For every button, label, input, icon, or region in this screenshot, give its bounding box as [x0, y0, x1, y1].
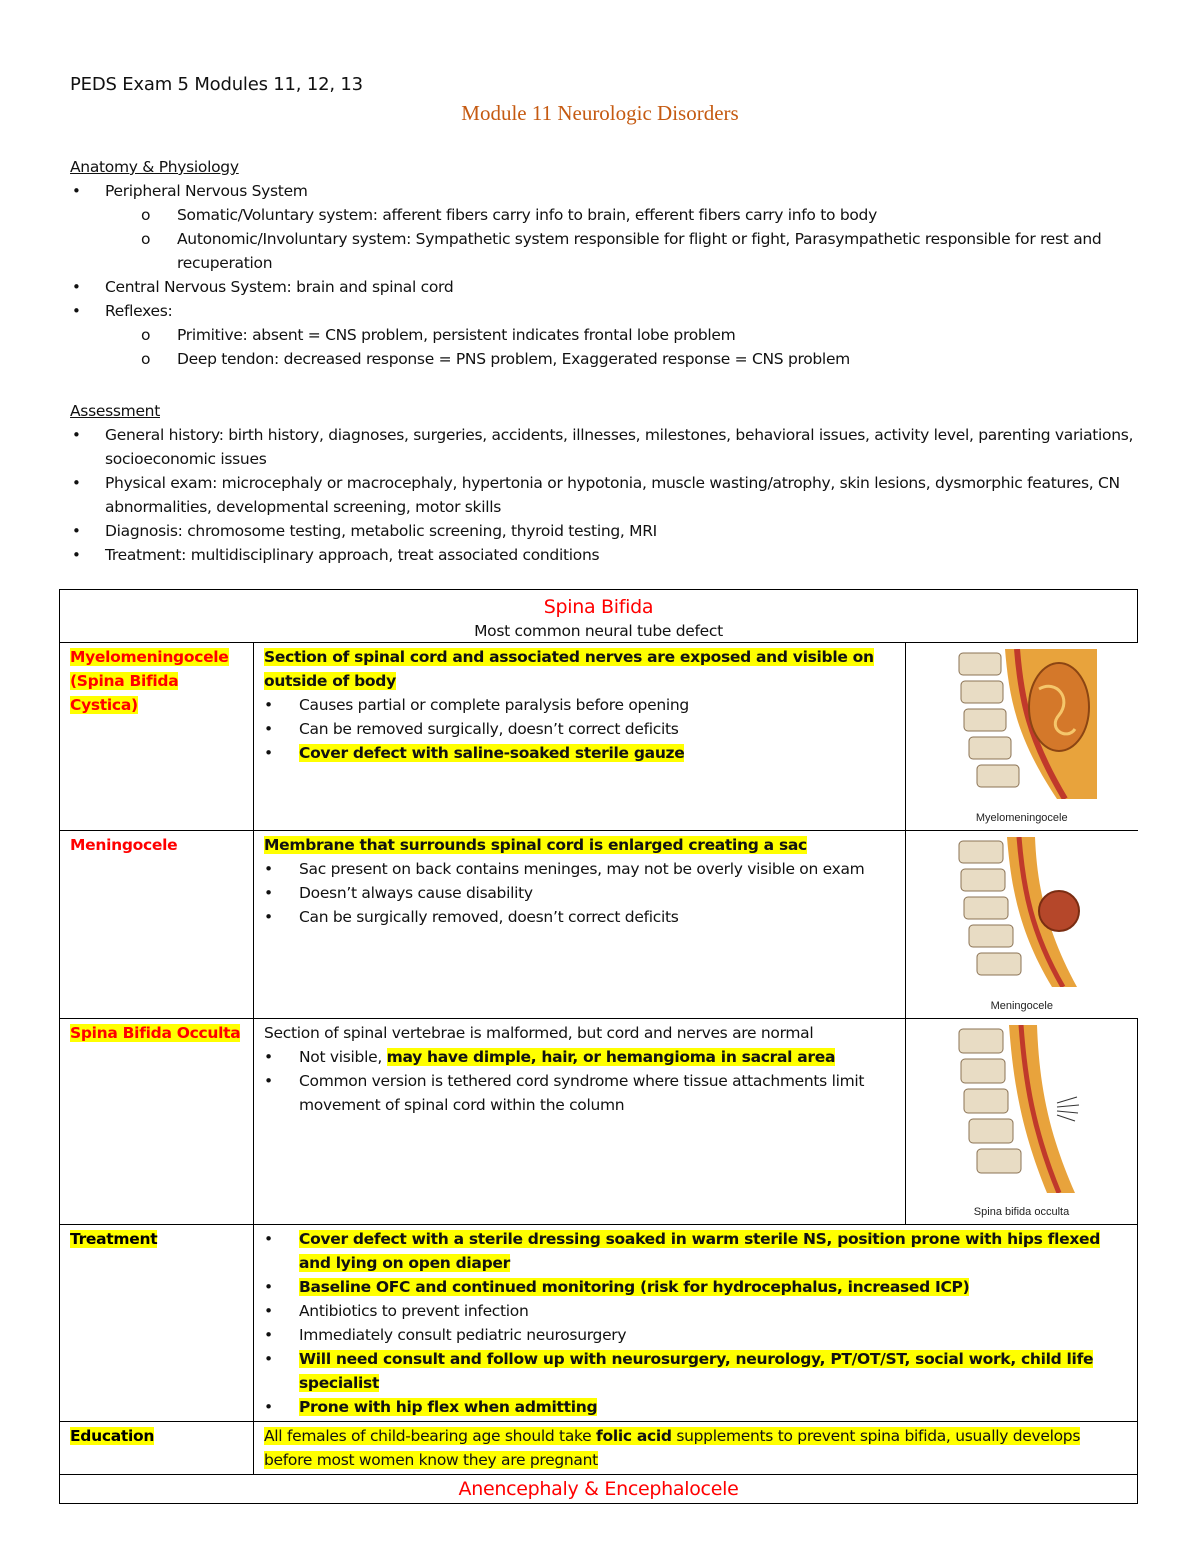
occulta-lead: Section of spinal vertebrae is malformed, but cord and nerves are normal	[264, 1024, 814, 1042]
bullet-icon: •	[264, 1398, 273, 1416]
list-item: o Somatic/Voluntary system: afferent fibers carry info to brain, efferent fibers carry info to body	[141, 203, 1150, 227]
anatomy-list	[70, 179, 1150, 371]
sub-bullet-icon: o	[141, 230, 151, 248]
list-item: • Sac present on back contains meninges, may not be overly visible on exam	[264, 857, 899, 881]
bullet-icon: •	[72, 302, 81, 320]
myelo-lead: Section of spinal cord and associated nerves are exposed and visible on outside of body	[264, 648, 874, 690]
sub-bullet-icon: o	[141, 326, 151, 344]
figure-caption: Meningocele	[990, 1000, 1053, 1012]
meningocele-figure	[912, 837, 1132, 1018]
bullet-icon: •	[264, 1048, 273, 1066]
spine-illustration	[947, 649, 1097, 799]
bullet-icon: •	[72, 546, 81, 564]
table-row	[60, 1225, 1138, 1422]
list-item: • Diagnosis: chromosome testing, metabolic screening, thyroid testing, MRI	[70, 519, 1150, 543]
occulta-list	[264, 1045, 899, 1117]
bullet-icon: •	[264, 720, 273, 738]
list-item: • Can be removed surgically, doesn’t correct deficits	[264, 717, 899, 741]
table-row	[60, 1475, 1138, 1504]
meningo-list	[264, 857, 899, 929]
next-section-title: Anencephaly & Encephalocele	[60, 1475, 1138, 1504]
myelo-list	[264, 693, 899, 765]
table-row	[60, 1019, 1138, 1225]
list-item: • Can be surgically removed, doesn’t correct deficits	[264, 905, 899, 929]
row-label-treatment: Treatment	[70, 1230, 158, 1248]
table-subtitle: Most common neural tube defect	[474, 622, 723, 640]
list-item: • Cover defect with a sterile dressing soaked in warm sterile NS, position prone with hips flexed and lying on open diaper	[264, 1227, 1131, 1275]
list-item: • Common version is tethered cord syndrome where tissue attachments limit movement of spinal cord within the column	[264, 1069, 899, 1117]
list-item: o Deep tendon: decreased response = PNS problem, Exaggerated response = CNS problem	[141, 347, 1150, 371]
table-title-row	[60, 590, 1138, 643]
anatomy-title: Anatomy & Physiology	[70, 158, 239, 176]
list-item: • Doesn’t always cause disability	[264, 881, 899, 905]
list-item: • Reflexes: o Primitive: absent = CNS problem, persistent indicates frontal lobe problem o Deep tendon: decreased response = PNS problem, Exaggerated response = CNS problem	[70, 299, 1150, 371]
bullet-icon: •	[264, 1230, 273, 1248]
list-item: • Physical exam: microcephaly or macrocephaly, hypertonia or hypotonia, muscle wasting/atrophy, skin lesions, dysmorphic features, CN abnormalities, developmental screening, motor skills	[70, 471, 1150, 519]
sub-bullet-icon: o	[141, 350, 151, 368]
bullet-icon: •	[264, 1278, 273, 1296]
bullet-icon: •	[72, 522, 81, 540]
list-item: • Antibiotics to prevent infection	[264, 1299, 1131, 1323]
table-row	[60, 643, 1138, 831]
education-text: All females of child-bearing age should take folic acid supplements to prevent spina bifida, usually develops before most women know they are pregnant	[264, 1427, 1081, 1469]
list-item: • Causes partial or complete paralysis before opening	[264, 693, 899, 717]
spine-illustration	[947, 837, 1097, 987]
row-label-occulta: Spina Bifida Occulta	[70, 1024, 241, 1042]
figure-caption: Spina bifida occulta	[973, 1206, 1070, 1218]
meningo-lead: Membrane that surrounds spinal cord is enlarged creating a sac	[264, 836, 807, 854]
list-item: o Autonomic/Involuntary system: Sympathetic system responsible for flight or fight, Parasympathetic responsible for rest and recuperation	[141, 227, 1150, 275]
bullet-icon: •	[72, 278, 81, 296]
bullet-icon: •	[264, 1350, 273, 1368]
list-item: • Immediately consult pediatric neurosurgery	[264, 1323, 1131, 1347]
bullet-icon: •	[72, 182, 81, 200]
bullet-icon: •	[264, 1072, 273, 1090]
bullet-icon: •	[264, 744, 273, 762]
assessment-list	[70, 423, 1150, 567]
anatomy-section	[70, 155, 1150, 371]
bullet-icon: •	[72, 474, 81, 492]
treatment-list	[264, 1227, 1131, 1419]
occulta-figure	[912, 1025, 1132, 1224]
list-item: • Peripheral Nervous System o Somatic/Voluntary system: afferent fibers carry info to brain, efferent fibers carry info to body o Autonomic/Involuntary system: Sympathetic system responsible for flight or fight, Parasympathetic responsible for rest and recuperation	[70, 179, 1150, 275]
assessment-section	[70, 399, 1150, 567]
bullet-icon: •	[264, 1326, 273, 1344]
table-title: Spina Bifida	[543, 596, 654, 618]
document-heading: PEDS Exam 5 Modules 11, 12, 13	[70, 74, 363, 95]
bullet-icon: •	[264, 696, 273, 714]
list-item: • Baseline OFC and continued monitoring (risk for hydrocephalus, increased ICP)	[264, 1275, 1131, 1299]
list-item: • Prone with hip flex when admitting	[264, 1395, 1131, 1419]
list-item: • Not visible, may have dimple, hair, or hemangioma in sacral area	[264, 1045, 899, 1069]
row-label-education: Education	[70, 1427, 155, 1445]
assessment-title: Assessment	[70, 402, 160, 420]
bullet-icon: •	[264, 860, 273, 878]
bullet-icon: •	[72, 426, 81, 444]
table-row	[60, 1422, 1138, 1475]
module-title: Module 11 Neurologic Disorders	[461, 101, 739, 125]
list-item: • Central Nervous System: brain and spinal cord	[70, 275, 1150, 299]
list-item: o Primitive: absent = CNS problem, persistent indicates frontal lobe problem	[141, 323, 1150, 347]
sub-bullet-icon: o	[141, 206, 151, 224]
list-item: • General history: birth history, diagnoses, surgeries, accidents, illnesses, milestones, behavioral issues, activity level, parenting variations, socioeconomic issues	[70, 423, 1150, 471]
list-item: • Treatment: multidisciplinary approach, treat associated conditions	[70, 543, 1150, 567]
spina-bifida-table	[59, 589, 1138, 1504]
row-label-myelomeningocele: Myelomeningocele (Spina Bifida Cystica)	[70, 648, 229, 714]
list-item: • Cover defect with saline-soaked sterile gauze	[264, 741, 899, 765]
bullet-icon: •	[264, 884, 273, 902]
row-label-meningocele: Meningocele	[70, 836, 178, 854]
spine-illustration	[947, 1025, 1097, 1193]
bullet-icon: •	[264, 908, 273, 926]
list-item: • Will need consult and follow up with neurosurgery, neurology, PT/OT/ST, social work, child life specialist	[264, 1347, 1131, 1395]
myelomeningocele-figure	[912, 649, 1132, 830]
figure-caption: Myelomeningocele	[975, 812, 1068, 824]
bullet-icon: •	[264, 1302, 273, 1320]
table-row	[60, 831, 1138, 1019]
